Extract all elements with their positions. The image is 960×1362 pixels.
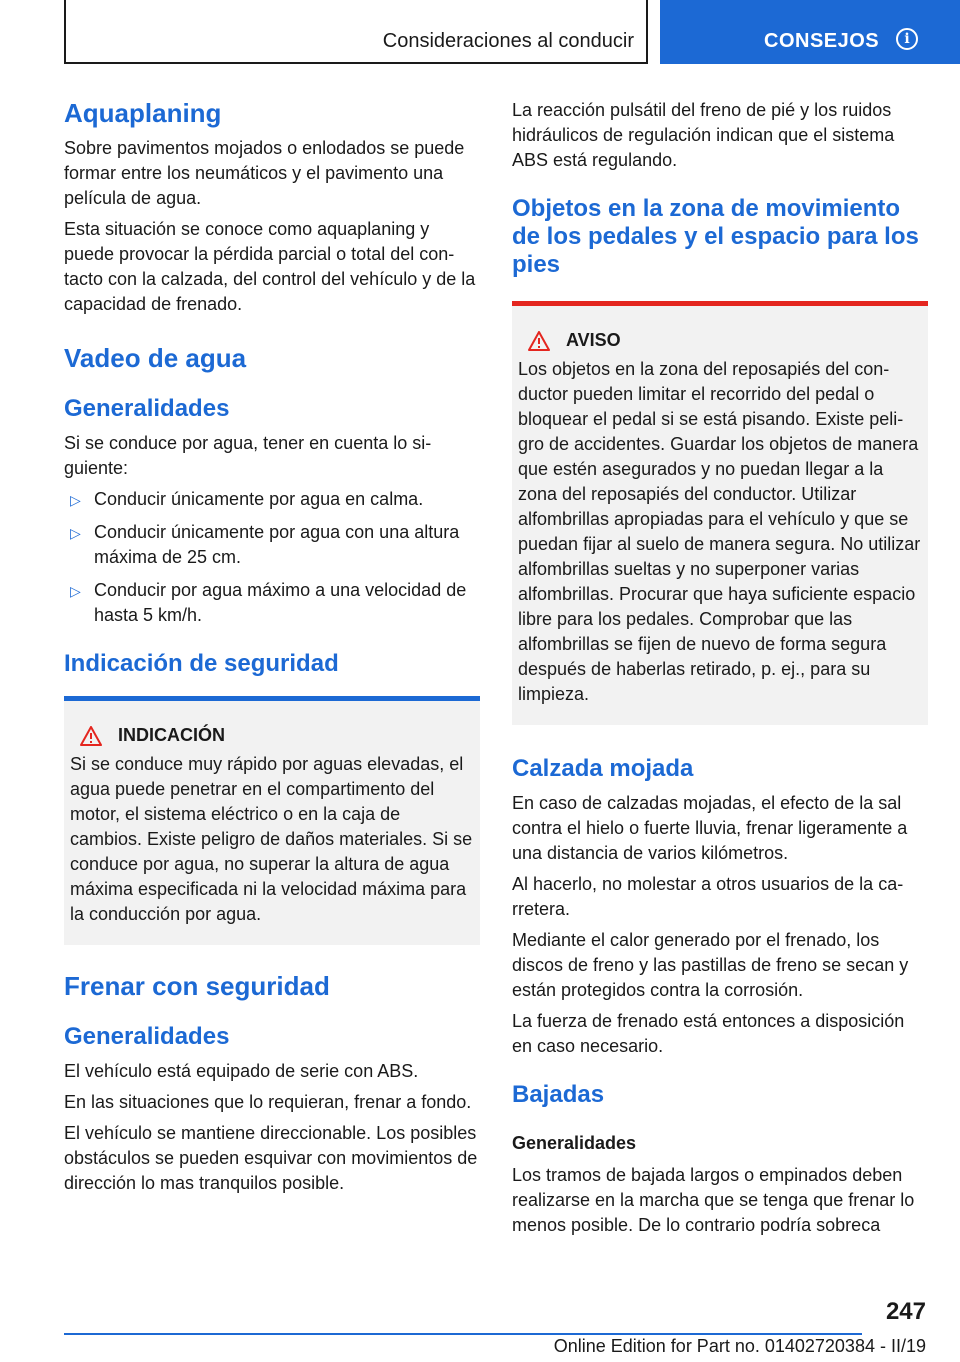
heading-calzada: Calzada mojada	[512, 755, 694, 782]
heading-generalidades-frenar: Generalidades	[64, 1023, 230, 1050]
footer-edition-text: Online Edition for Part no. 01402720384 - II/19	[553, 1336, 926, 1356]
warning-triangle-icon	[80, 726, 102, 746]
paragraph: La fuerza de frenado está entonces a disposición en caso necesario.	[512, 1011, 905, 1056]
header-tab-label: CONSEJOS	[764, 30, 880, 52]
warning-triangle-icon	[528, 331, 550, 351]
left-column	[64, 98, 480, 1202]
heading-vadeo: Vadeo de agua	[64, 343, 247, 373]
warning-text: Los objetos en la zona del reposapiés del conductor pueden limitar el recorrido del pedal o bloquear el pedal si se está pisando. Existe peligro de accidentes. Guardar los objetos de manera que estén asegurados y no puedan llegar a la zona del reposapiés del conductor. Utilizar alfombrillas apropiadas para el vehículo y que se puedan fijar al suelo de manera segura. No utilizar alfombrillas sueltas y no superponer varias alfombrillas. Procurar que haya suficiente espacio libre para los pedales. Comprobar que las alfombrillas se fijen de nuevo de forma segura después de haberlas retirado, p. ej., para su limpieza.	[518, 359, 921, 704]
paragraph: En caso de calzadas mojadas, el efecto de la sal contra el hielo o fuerte lluvia, frenar ligeramente a una distancia de varios kilómetros.	[512, 793, 908, 863]
paragraph: El vehículo está equipado de serie con ABS.	[64, 1061, 419, 1081]
warning-box	[512, 301, 928, 725]
paragraph: Sobre pavimentos mojados o enlodados se puede formar entre los neumáticos y el pavimento una película de agua.	[64, 138, 465, 208]
bullet-list	[64, 487, 480, 628]
paragraph: El vehículo se mantiene direccionable. Los posibles obstáculos se pueden esquivar con movimientos de dirección lo mas tranquilos posible.	[64, 1123, 478, 1193]
heading-bajadas: Bajadas	[512, 1081, 605, 1108]
notice-box	[64, 696, 480, 945]
paragraph: En las situaciones que lo requieran, frenar a fondo.	[64, 1092, 472, 1112]
triangle-bullet-icon: ▷	[70, 525, 81, 541]
list-item: ▷ Conducir únicamente por agua con una altura máxima de 25 cm.	[70, 522, 460, 567]
warning-title	[518, 330, 922, 351]
paragraph: Si se conduce por agua, tener en cuenta lo siguiente:	[64, 433, 432, 478]
heading-generalidades: Generalidades	[64, 395, 230, 422]
paragraph: Esta situación se conoce como aquaplaning y puede provocar la pérdida parcial o total del contacto con la calzada, del control del vehículo y de la capacidad de frenado.	[64, 219, 476, 314]
paragraph: Los tramos de bajada largos o empinados deben realizarse en la marcha que se tenga que frenar lo menos posible. De lo contrario podría sobreca	[512, 1165, 915, 1235]
page-number: 247	[885, 1298, 926, 1325]
right-column	[512, 98, 928, 1244]
paragraph: Mediante el calor generado por el frenado, los discos de freno y las pastillas de freno se secan y están protegidos contra la corrosión.	[512, 930, 909, 1000]
subheading-generalidades: Generalidades	[512, 1133, 637, 1153]
info-icon: i	[896, 28, 918, 50]
header-tab-consejos[interactable]	[660, 0, 960, 64]
list-item: ▷ Conducir únicamente por agua en calma.	[64, 487, 480, 512]
triangle-bullet-icon: ▷	[70, 492, 81, 508]
triangle-bullet-icon: ▷	[70, 583, 81, 599]
notice-label: INDICACIÓN	[118, 725, 225, 745]
paragraph: Al hacerlo, no molestar a otros usuarios de la carretera.	[512, 874, 904, 919]
heading-aquaplaning: Aquaplaning	[64, 98, 222, 128]
heading-seguridad: Indicación de seguridad	[64, 650, 339, 677]
paragraph: La reacción pulsátil del freno de pié y los ruidos hidráulicos de regulación indican que el sistema ABS está regulando.	[512, 100, 895, 170]
heading-frenar: Frenar con seguridad	[64, 971, 330, 1001]
heading-objetos: Objetos en la zona de movimiento de los pedales y el espacio para los pies	[512, 195, 919, 278]
notice-text: Si se conduce muy rápido por aguas elevadas, el agua puede penetrar en el compartimento del motor, el sistema eléctrico o en la caja de cambios. Existe peligro de daños materiales. Si se conduce por agua, no superar la altura de agua máxima especificada ni la velocidad máxima para la conducción por agua.	[70, 754, 473, 924]
notice-title	[70, 725, 474, 746]
list-item: ▷ Conducir por agua máximo a una velocidad de hasta 5 km/h.	[70, 580, 467, 625]
warning-label: AVISO	[566, 330, 621, 350]
header-section-box	[64, 0, 648, 64]
footer-divider	[64, 1333, 862, 1335]
header-section-title: Consideraciones al conducir	[382, 30, 634, 52]
